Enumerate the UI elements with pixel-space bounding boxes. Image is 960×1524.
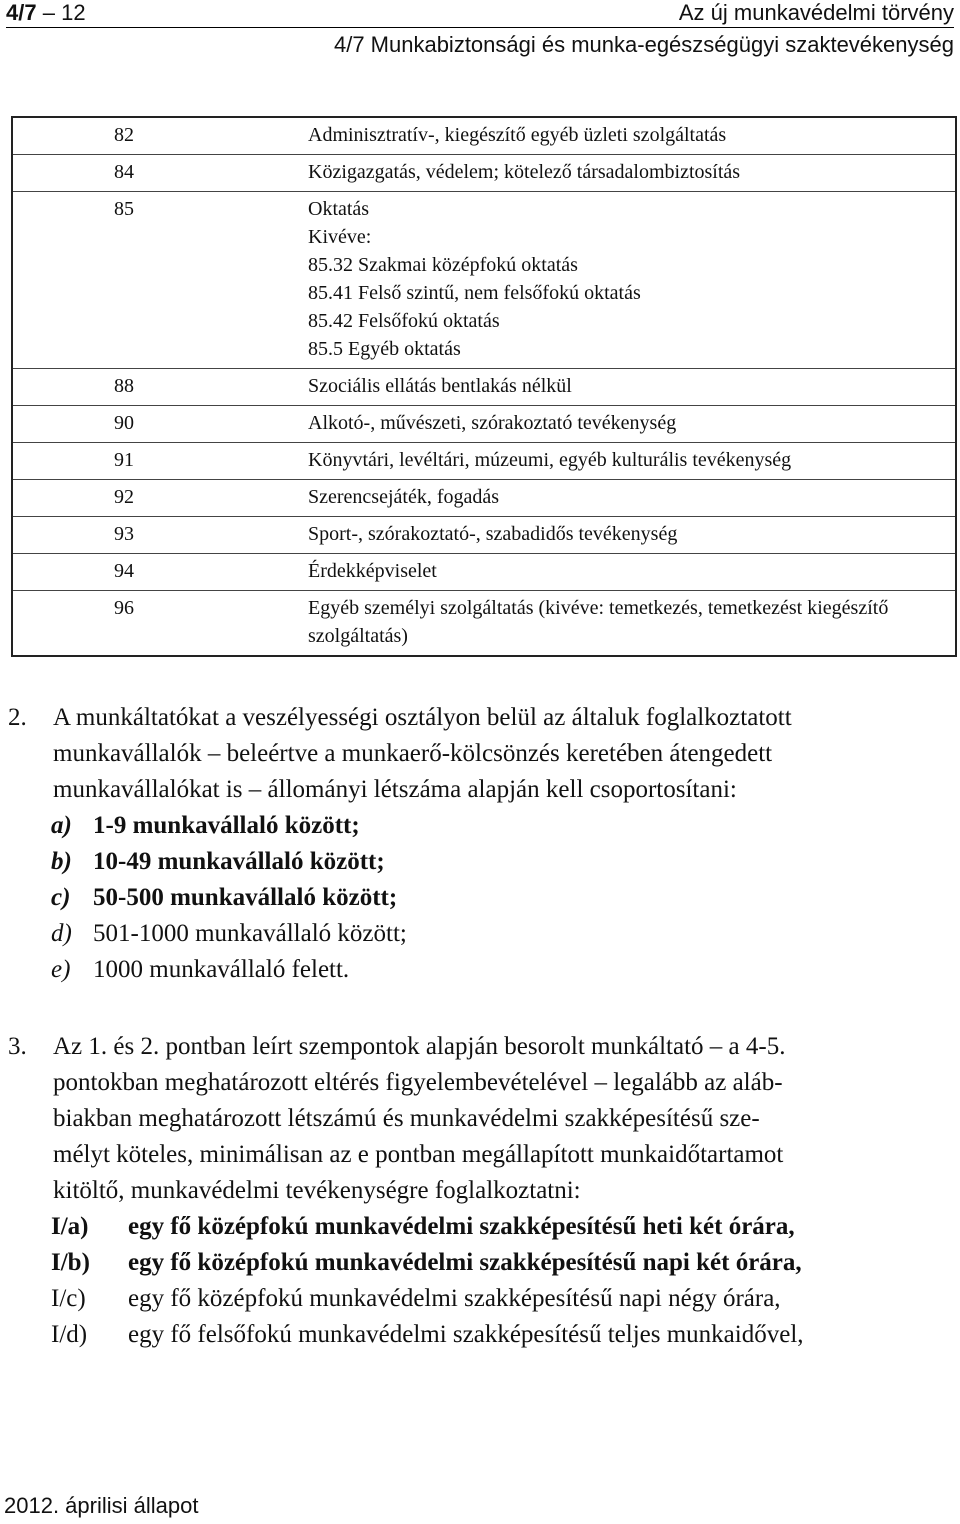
dash-separator: –	[42, 0, 62, 25]
section-3-line-5: kitöltő, munkavédelmi tevékenységre foglalkoztatni:	[53, 1177, 581, 1204]
list-item-label: a)	[51, 812, 72, 839]
list-item-text: egy fő középfokú munkavédelmi szakképesítésű napi négy órára,	[128, 1285, 781, 1312]
activity-description-line: Oktatás	[308, 198, 370, 220]
list-item	[51, 880, 407, 916]
activity-description-line: Közigazgatás, védelem; kötelező társadalombiztosítás	[308, 161, 741, 183]
activity-code-text: 93	[114, 523, 134, 545]
table-row	[12, 480, 956, 517]
activity-code	[12, 369, 308, 406]
activity-description	[308, 591, 956, 657]
list-item	[51, 1209, 951, 1245]
activity-description-line: Alkotó-, művészeti, szórakoztató tevékenység	[308, 412, 677, 434]
activity-description-body	[308, 554, 955, 590]
activity-description-line: 85.42 Felsőfokú oktatás	[308, 310, 500, 332]
table-row	[12, 517, 956, 554]
activity-description-body	[308, 443, 955, 479]
list-item	[51, 952, 407, 988]
book-title: Az új munkavédelmi törvény	[678, 0, 954, 25]
activity-description-line: 85.41 Felső szintű, nem felsőfokú oktatás	[308, 282, 641, 304]
activity-code	[12, 517, 308, 554]
list-item	[51, 1281, 951, 1317]
list-item-text: 1000 munkavállaló felett.	[93, 956, 350, 983]
activity-description-body	[308, 517, 955, 553]
list-item-label: I/c)	[51, 1285, 86, 1312]
activity-description	[308, 443, 956, 480]
list-item-text: 50-500 munkavállaló között;	[93, 884, 398, 911]
list-item-label: e)	[51, 956, 71, 983]
list-item	[51, 844, 407, 880]
section-2-text-1: A munkáltatókat a veszélyességi osztályon belül az általuk foglalkoztatott	[53, 704, 792, 731]
activity-code-text: 92	[114, 486, 134, 508]
section-3-line-4: mélyt köteles, minimálisan az e pontban megállapított munkaidőtartamot	[53, 1141, 784, 1168]
activity-code	[12, 591, 308, 657]
activity-description-body	[308, 192, 955, 368]
running-header	[6, 0, 954, 26]
activity-description-body	[308, 406, 955, 442]
activity-description	[308, 192, 956, 369]
activity-code-text: 90	[114, 412, 134, 434]
activity-description-line: Adminisztratív-, kiegészítő egyéb üzleti szolgáltatás	[308, 124, 727, 146]
list-item-text: 501-1000 munkavállaló között;	[93, 920, 407, 947]
list-item-text: 10-49 munkavállaló között;	[93, 848, 385, 875]
table-row	[12, 192, 956, 369]
activity-code-text: 96	[114, 597, 134, 619]
header-rule	[6, 27, 954, 28]
activity-code	[12, 554, 308, 591]
list-item-text: 1-9 munkavállaló között;	[93, 812, 360, 839]
section-2-line-2: munkavállalók – beleértve a munkaerő-kölcsönzés keretében átengedett	[53, 740, 773, 767]
activity-description-line: 85.32 Szakmai középfokú oktatás	[308, 254, 578, 276]
list-item	[51, 1245, 951, 1281]
activity-description-line: Sport-, szórakoztató-, szabadidős tevékenység	[308, 523, 678, 545]
activity-description-line: Egyéb személyi szolgáltatás (kivéve: temetkezés, temetkezést kiegészítő	[308, 597, 889, 619]
activity-description-line: 85.5 Egyéb oktatás	[308, 338, 461, 360]
list-item	[51, 916, 407, 952]
activity-description-body	[308, 118, 955, 154]
page-indicator	[6, 0, 86, 26]
activity-description-body	[308, 480, 955, 516]
section-3-text-1: Az 1. és 2. pontban leírt szempontok alapján besorolt munkáltató – a 4-5.	[53, 1033, 786, 1060]
activity-code-text: 85	[114, 198, 134, 220]
list-item-label: b)	[51, 848, 72, 875]
section-3-line-3: biakban meghatározott létszámú és munkavédelmi szakképesítésű sze-	[53, 1105, 760, 1132]
activity-description-body	[308, 591, 955, 655]
list-item	[51, 1317, 951, 1353]
table-row	[12, 443, 956, 480]
activity-code-text: 94	[114, 560, 134, 582]
list-item-label: c)	[51, 884, 71, 911]
activity-code	[12, 406, 308, 443]
activity-description	[308, 406, 956, 443]
section-2-line-1	[8, 700, 954, 736]
activity-code-text: 88	[114, 375, 134, 397]
activity-code	[12, 480, 308, 517]
footer-status: 2012. áprilisi állapot	[4, 1493, 199, 1518]
page-label: 4/7	[6, 0, 37, 25]
page-number: 12	[61, 0, 86, 25]
activity-code-text: 91	[114, 449, 134, 471]
list-item-label: I/b)	[51, 1249, 90, 1276]
activity-table-body	[12, 117, 956, 656]
list-item-label: I/a)	[51, 1213, 89, 1240]
activity-description	[308, 517, 956, 554]
section-2-number: 2.	[8, 704, 27, 731]
list-item	[51, 808, 407, 844]
section-3-line-1	[8, 1029, 954, 1065]
activity-description-line: Érdekképviselet	[308, 560, 437, 582]
activity-table	[11, 116, 957, 657]
activity-code	[12, 117, 308, 155]
activity-description-line: Kivéve:	[308, 226, 372, 248]
activity-description-body	[308, 155, 955, 191]
activity-description	[308, 155, 956, 192]
table-row	[12, 406, 956, 443]
section-3-number: 3.	[8, 1033, 27, 1060]
activity-description	[308, 480, 956, 517]
section-3-list	[51, 1209, 951, 1353]
section-title: 4/7 Munkabiztonsági és munka-egészségügyi szaktevékenység	[333, 32, 954, 57]
table-row	[12, 369, 956, 406]
list-item-text: egy fő középfokú munkavédelmi szakképesítésű napi két órára,	[128, 1249, 802, 1276]
section-2-paragraph	[8, 700, 954, 808]
activity-description	[308, 554, 956, 591]
activity-description-line: szolgáltatás)	[308, 625, 408, 647]
list-item-text: egy fő felsőfokú munkavédelmi szakképesítésű teljes munkaidővel,	[128, 1321, 804, 1348]
activity-description	[308, 117, 956, 155]
list-item-text: egy fő középfokú munkavédelmi szakképesítésű heti két órára,	[128, 1213, 795, 1240]
activity-code	[12, 192, 308, 369]
table-row	[12, 591, 956, 657]
activity-code-text: 84	[114, 161, 134, 183]
table-row	[12, 117, 956, 155]
activity-code	[12, 443, 308, 480]
activity-description-line: Könyvtári, levéltári, múzeumi, egyéb kulturális tevékenység	[308, 449, 792, 471]
activity-description	[308, 369, 956, 406]
activity-description-line: Szerencsejáték, fogadás	[308, 486, 500, 508]
section-3-line-2: pontokban meghatározott eltérés figyelembevételével – legalább az aláb-	[53, 1069, 783, 1096]
list-item-label: I/d)	[51, 1321, 88, 1348]
table-row	[12, 155, 956, 192]
section-2-line-3: munkavállalókat is – állományi létszáma alapján kell csoportosítani:	[53, 776, 737, 803]
activity-code-text: 82	[114, 124, 134, 146]
activity-description-body	[308, 369, 955, 405]
section-3-paragraph	[8, 1029, 954, 1209]
activity-code	[12, 155, 308, 192]
table-row	[12, 554, 956, 591]
list-item-label: d)	[51, 920, 72, 947]
activity-description-line: Szociális ellátás bentlakás nélkül	[308, 375, 572, 397]
section-2-list	[51, 808, 407, 988]
